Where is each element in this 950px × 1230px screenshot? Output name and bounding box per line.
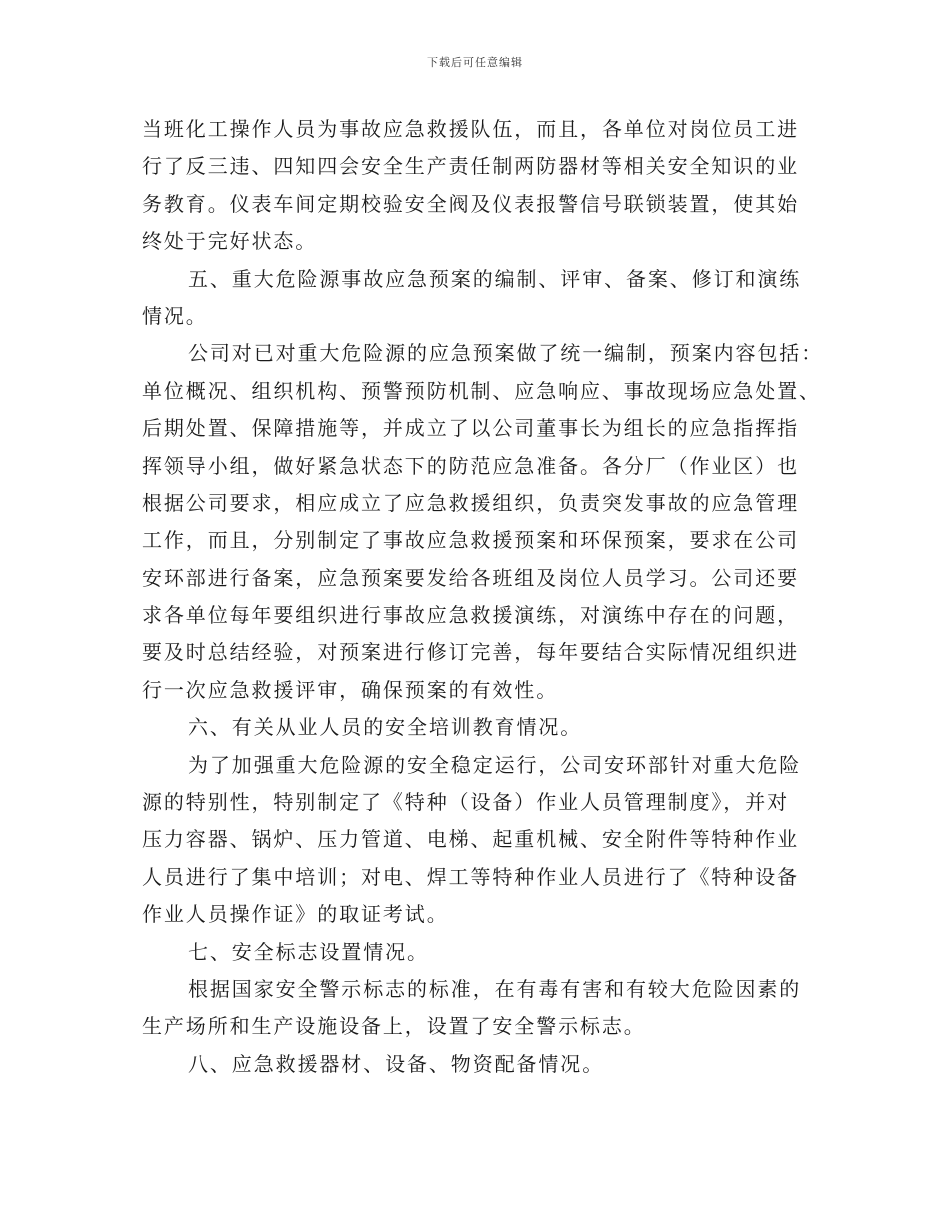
text-line: 要及时总结经验，对预案进行修订完善，每年要结合实际情况组织进: [142, 640, 799, 665]
text-line: 安环部进行备案，应急预案要发给各班组及岗位人员学习。公司还要: [142, 565, 799, 590]
text-line: 压力容器、锅炉、压力管道、电梯、起重机械、安全附件等特种作业: [142, 827, 799, 852]
text-line: 源的特别性，特别制定了《特种（设备）作业人员管理制度》，并对: [142, 790, 789, 815]
text-line: 终处于完好状态。: [142, 229, 318, 254]
text-line: 务教育。仪表车间定期校验安全阀及仪表报警信号联锁装置，使其始: [142, 191, 799, 216]
paragraph-first-line: 五、重大危险源事故应急预案的编制、评审、备案、修订和演练: [188, 266, 802, 291]
paragraph-first-line: 根据国家安全警示标志的标准，在有毒有害和有较大危险因素的: [188, 976, 802, 1001]
paragraph-first-line: 六、有关从业人员的安全培训教育情况。: [188, 715, 583, 740]
page-header: 下载后可任意编辑: [427, 56, 523, 69]
document-body: [142, 111, 824, 1083]
text-line: 生产场所和生产设施设备上，设置了安全警示标志。: [142, 1014, 646, 1039]
paragraph-first-line: 八、应急救援器材、设备、物资配备情况。: [188, 1051, 605, 1076]
paragraph-first-line: 七、安全标志设置情况。: [188, 939, 429, 964]
text-line: 当班化工操作人员为事故应急救援队伍，而且，各单位对岗位员工进: [142, 117, 799, 141]
text-line: 后期处置、保障措施等，并成立了以公司董事长为组长的应急指挥指: [142, 416, 799, 441]
text-line: 挥领导小组，做好紧急状态下的防范应急准备。各分厂（作业区）也: [142, 453, 799, 478]
text-line: 单位概况、组织机构、预警预防机制、应急响应、事故现场应急处置、: [142, 378, 821, 403]
text-line: 根据公司要求，相应成立了应急救援组织，负责突发事故的应急管理: [142, 490, 799, 515]
text-line: 作业人员操作证》的取证考试。: [142, 902, 449, 927]
paragraph-first-line: 为了加强重大危险源的安全稳定运行，公司安环部针对重大危险: [188, 752, 802, 777]
text-line: 情况。: [142, 303, 208, 328]
text-line: 人员进行了集中培训；对电、焊工等特种作业人员进行了《特种设备: [142, 864, 799, 889]
text-line: 工作，而且，分别制定了事故应急救援预案和环保预案，要求在公司: [142, 528, 799, 553]
text-line: 行了反三违、四知四会安全生产责任制两防器材等相关安全知识的业: [142, 154, 799, 179]
paragraph-first-line: 公司对已对重大危险源的应急预案做了统一编制，预案内容包括：: [188, 341, 824, 366]
text-line: 求各单位每年要组织进行事故应急救援演练，对演练中存在的问题，: [142, 603, 799, 628]
text-line: 行一次应急救援评审，确保预案的有效性。: [142, 677, 559, 702]
